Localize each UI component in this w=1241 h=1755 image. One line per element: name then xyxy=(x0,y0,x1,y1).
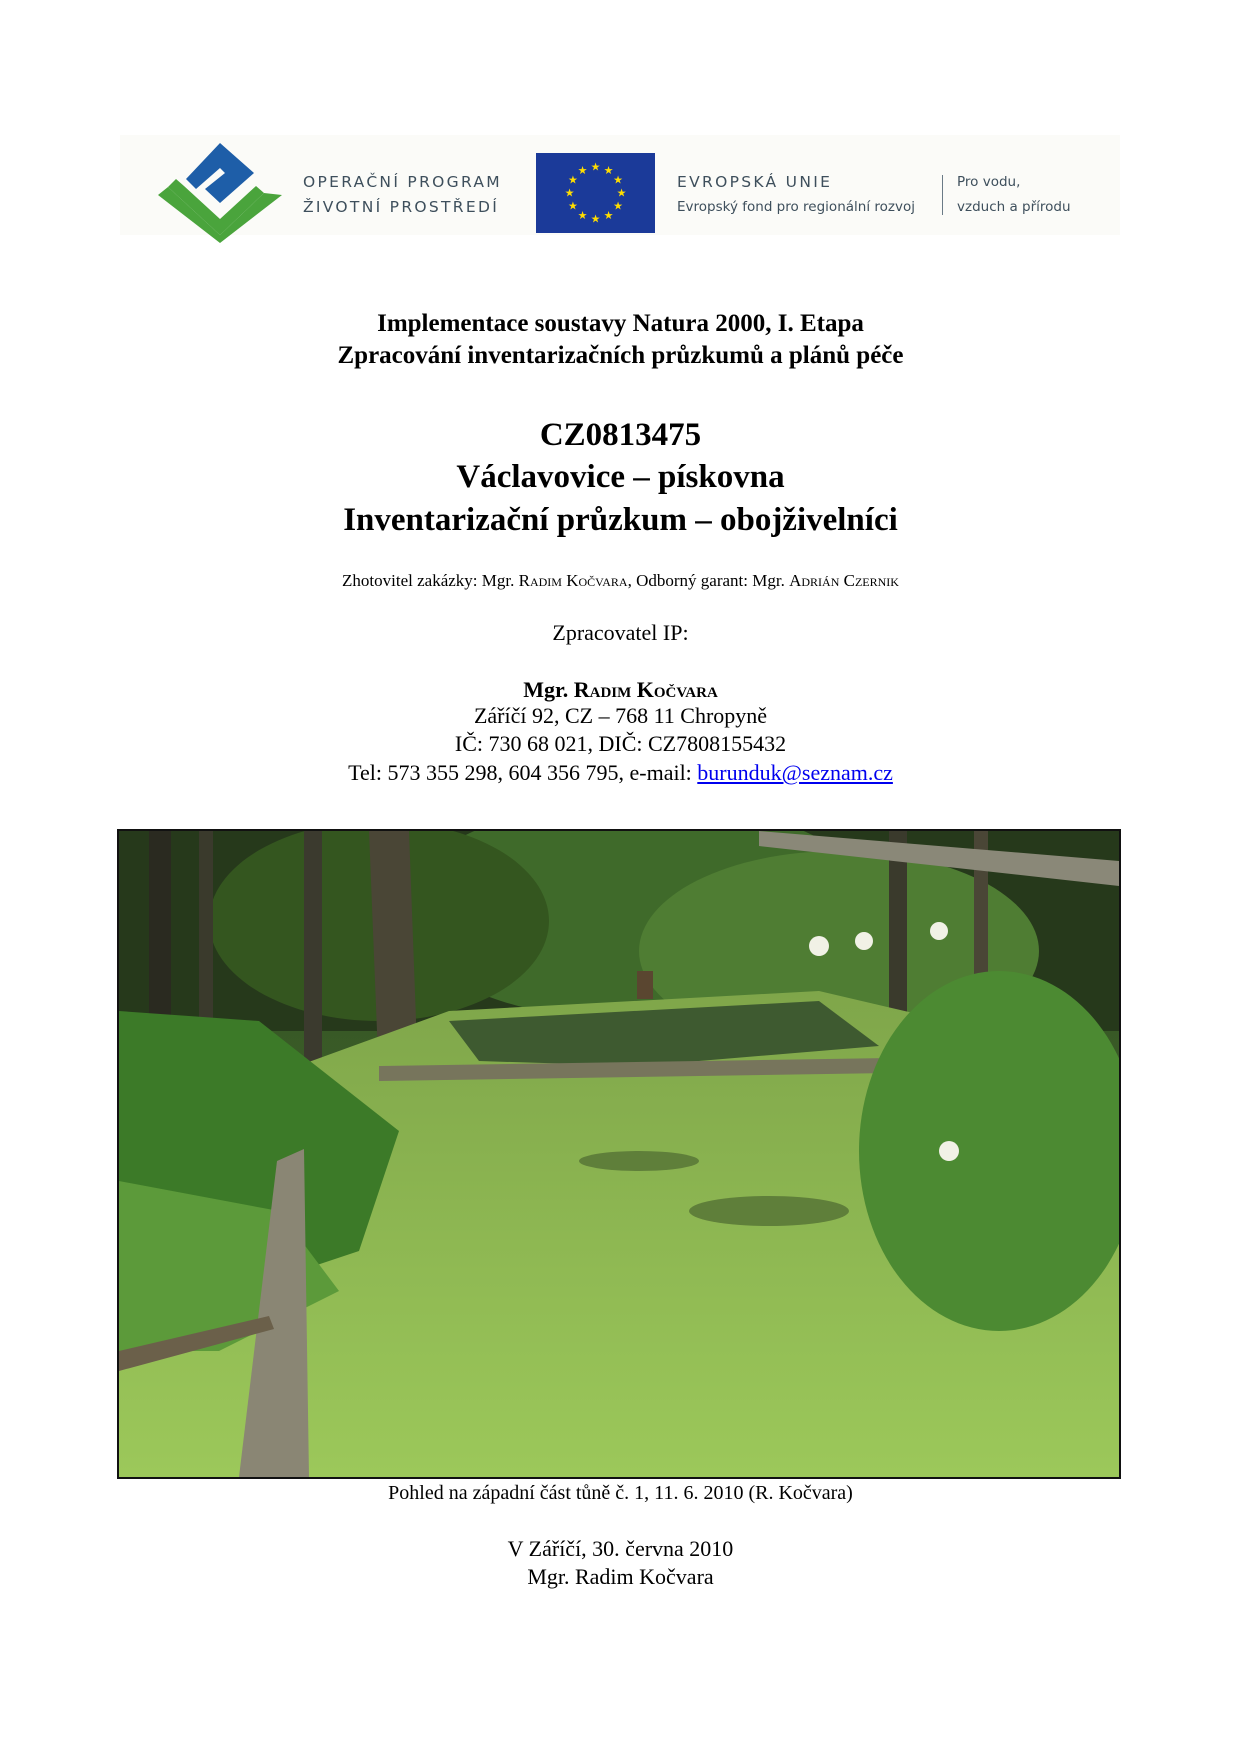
photo-caption: Pohled na západní část tůně č. 1, 11. 6. 2010 (R. Kočvara) xyxy=(388,1482,853,1504)
eu-star-icon: ★ xyxy=(568,199,578,213)
signature-name: Mgr. Radim Kočvara xyxy=(527,1564,714,1589)
eu-star-icon: ★ xyxy=(603,209,614,223)
place-date: V Záříčí, 30. června 2010 xyxy=(507,1536,734,1561)
eu-star-icon: ★ xyxy=(577,209,588,223)
processor-title: Mgr. xyxy=(523,677,574,702)
contractor-middle: , Odborný garant: Mgr. xyxy=(627,571,790,590)
eu-flag-icon xyxy=(536,153,655,233)
eu-star-icon: ★ xyxy=(613,173,623,187)
contractor-line xyxy=(0,570,1241,592)
email-link[interactable]: burunduk@seznam.cz xyxy=(697,760,893,785)
processor-contact xyxy=(0,759,1241,787)
processor-ids: IČ: 730 68 021, DIČ: CZ7808155432 xyxy=(454,731,787,756)
eu-star-icon: ★ xyxy=(590,160,601,174)
processor-label: Zpracovatel IP: xyxy=(552,620,689,645)
eu-star-icon: ★ xyxy=(577,163,588,177)
contractor-prefix: Zhotovitel zakázky: Mgr. xyxy=(342,571,519,590)
eu-title: EVROPSKÁ UNIE xyxy=(677,173,833,191)
survey-title: Inventarizační průzkum – obojživelníci xyxy=(343,502,898,538)
op-program-name xyxy=(303,170,502,220)
eu-star-icon: ★ xyxy=(564,186,575,200)
processor-address: Záříčí 92, CZ – 768 11 Chropyně xyxy=(473,703,768,728)
site-code: CZ0813475 xyxy=(539,417,702,453)
guarantor-name: Adrián Czernik xyxy=(789,571,899,590)
motto xyxy=(957,170,1071,220)
pond-photo-illustration xyxy=(119,831,1119,1477)
eu-subtitle: Evropský fond pro regionální rozvoj xyxy=(677,199,915,215)
eu-star-icon: ★ xyxy=(603,163,614,177)
eu-star-icon: ★ xyxy=(613,199,623,213)
logo-divider xyxy=(942,175,943,215)
contact-phones: Tel: 573 355 298, 604 356 795, e-mail: xyxy=(348,760,698,785)
project-subtitle: Zpracování inventarizačních průzkumů a plánů péče xyxy=(337,342,904,369)
eu-text xyxy=(677,170,915,220)
motto-line-1: Pro vodu, xyxy=(957,174,1021,190)
pond-photo xyxy=(117,829,1121,1479)
eu-star-icon: ★ xyxy=(568,173,578,187)
motto-line-2: vzduch a přírodu xyxy=(957,199,1071,215)
processor-name xyxy=(0,676,1241,704)
op-zp-logo-icon xyxy=(158,143,282,243)
project-title: Implementace soustavy Natura 2000, I. Etapa xyxy=(377,310,864,337)
eu-star-icon: ★ xyxy=(590,212,601,226)
processor-fullname: Radim Kočvara xyxy=(573,677,718,702)
op-line-2: ŽIVOTNÍ PROSTŘEDÍ xyxy=(303,198,500,216)
site-name: Václavovice – pískovna xyxy=(456,459,785,495)
op-line-1: OPERAČNÍ PROGRAM xyxy=(303,173,502,191)
contractor-name: Radim Kočvara xyxy=(518,571,628,590)
eu-star-icon: ★ xyxy=(616,186,627,200)
